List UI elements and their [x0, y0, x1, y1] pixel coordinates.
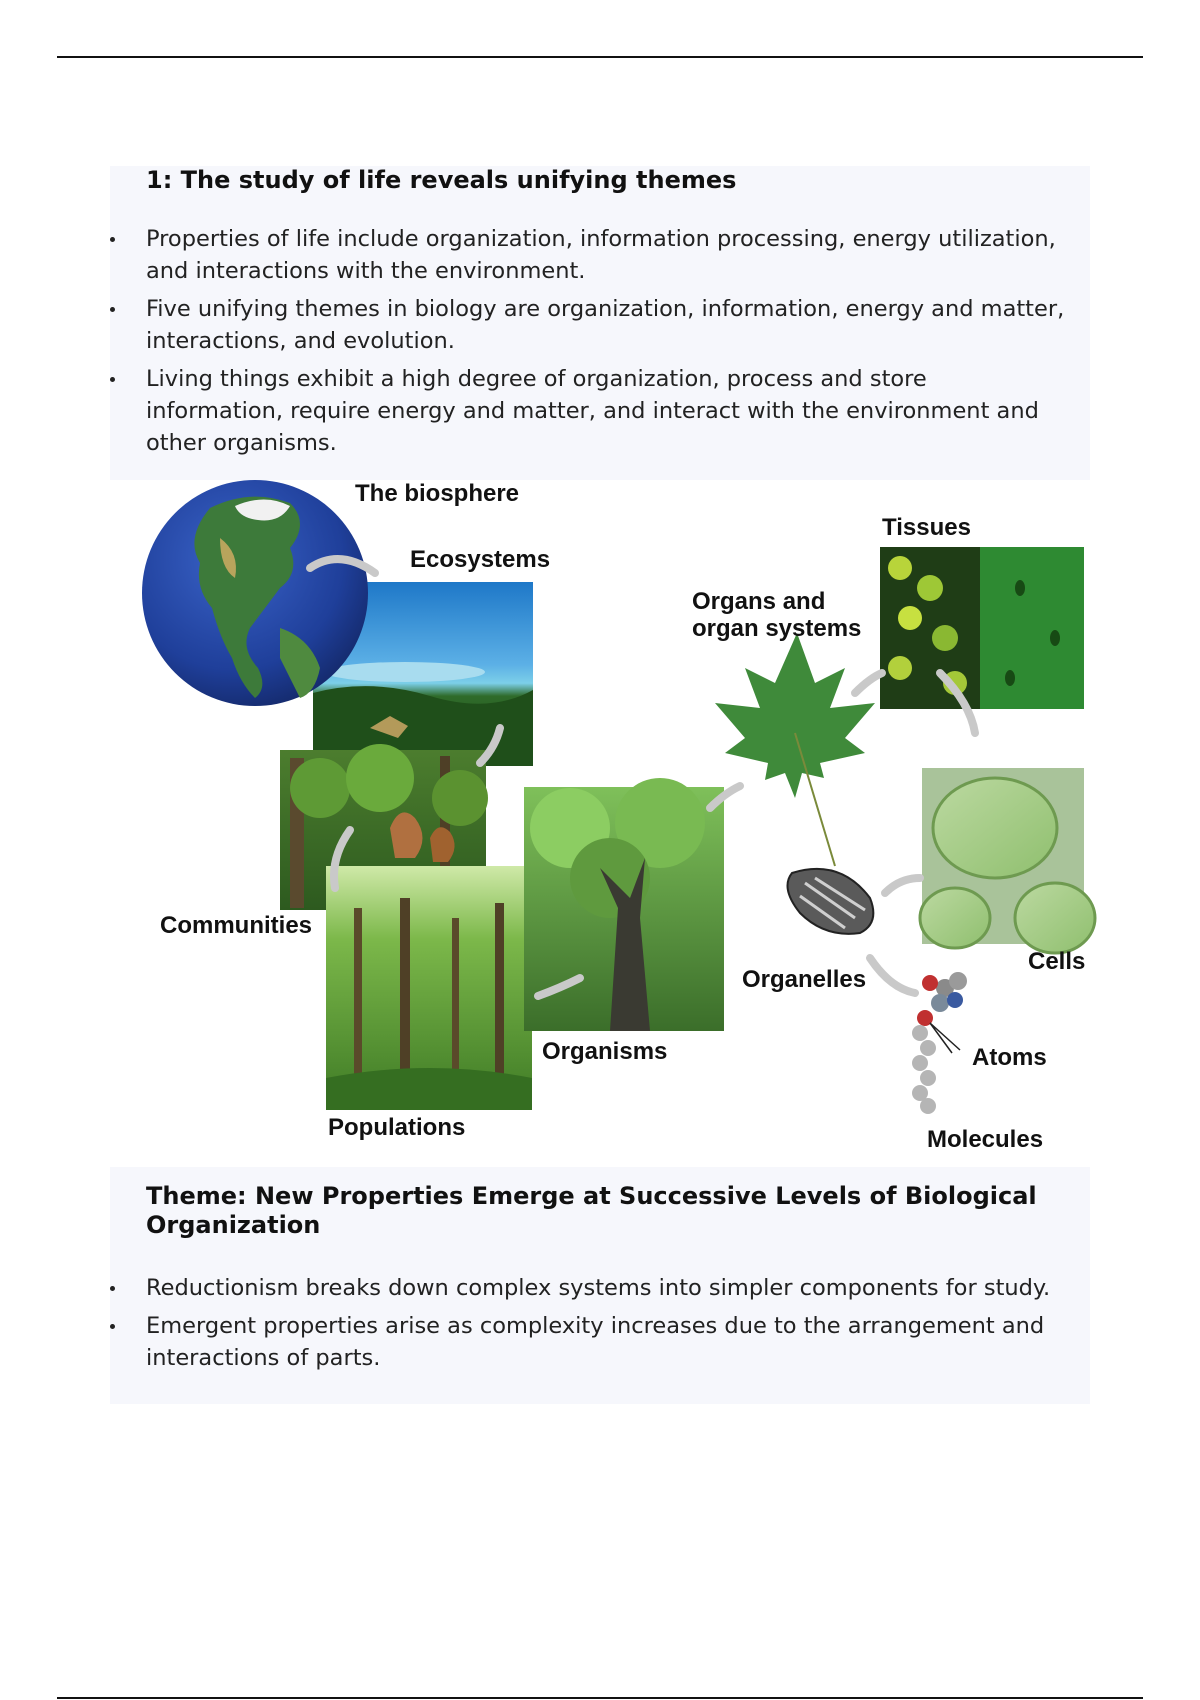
- label-molecules: Molecules: [927, 1126, 1044, 1153]
- bullet-list: [110, 1272, 1070, 1380]
- bullet-icon: [110, 377, 115, 382]
- label-organs-line2: organ systems: [692, 615, 862, 642]
- populations-photo: [326, 866, 532, 1110]
- molecule-model: [912, 972, 967, 1114]
- cells-photo: [920, 768, 1095, 953]
- label-ecosystems: Ecosystems: [410, 546, 551, 573]
- tissues-photo: [880, 547, 1084, 709]
- label-communities: Communities: [160, 912, 313, 939]
- top-rule: [57, 56, 1143, 58]
- organelle-chloroplast: [788, 869, 874, 934]
- list-item: Living things exhibit a high degree of organization, process and store information, require energy and matter, and interact with the environment and other organisms.: [110, 363, 1070, 459]
- label-tissues: Tissues: [882, 514, 971, 541]
- biosphere-globe: [142, 480, 368, 706]
- label-organisms: Organisms: [542, 1038, 668, 1065]
- bullet-list: [110, 223, 1070, 465]
- label-atoms: Atoms: [972, 1044, 1047, 1071]
- bottom-rule: [57, 1697, 1143, 1699]
- arrow-icon: [870, 958, 915, 993]
- section-heading: Theme: New Properties Emerge at Successive Levels of Biological Organization: [146, 1182, 1037, 1239]
- arrow-icon: [885, 878, 920, 893]
- list-item: Properties of life include organization, information processing, energy utilization, and interactions with the environment.: [110, 223, 1070, 287]
- arrow-icon: [855, 673, 882, 693]
- label-cells: Cells: [1028, 948, 1086, 975]
- levels-of-organization-figure: [140, 478, 1100, 1168]
- section-emergent-properties: [110, 1167, 1090, 1404]
- section-heading: 1: The study of life reveals unifying themes: [146, 166, 737, 194]
- list-item: Emergent properties arise as complexity increases due to the arrangement and interactions of parts.: [110, 1310, 1070, 1374]
- bullet-icon: [110, 237, 115, 242]
- label-organs-line1: Organs and: [692, 588, 826, 615]
- label-organelles: Organelles: [742, 966, 867, 993]
- bullet-icon: [110, 307, 115, 312]
- label-populations: Populations: [328, 1114, 466, 1141]
- list-item: Five unifying themes in biology are organization, information, energy and matter, interactions, and evolution.: [110, 293, 1070, 357]
- label-biosphere: The biosphere: [355, 480, 520, 507]
- section-unifying-themes: [110, 166, 1090, 480]
- bullet-icon: [110, 1286, 115, 1291]
- bullet-icon: [110, 1324, 115, 1329]
- maple-leaf: [715, 633, 875, 866]
- list-item: Reductionism breaks down complex systems into simpler components for study.: [110, 1272, 1070, 1304]
